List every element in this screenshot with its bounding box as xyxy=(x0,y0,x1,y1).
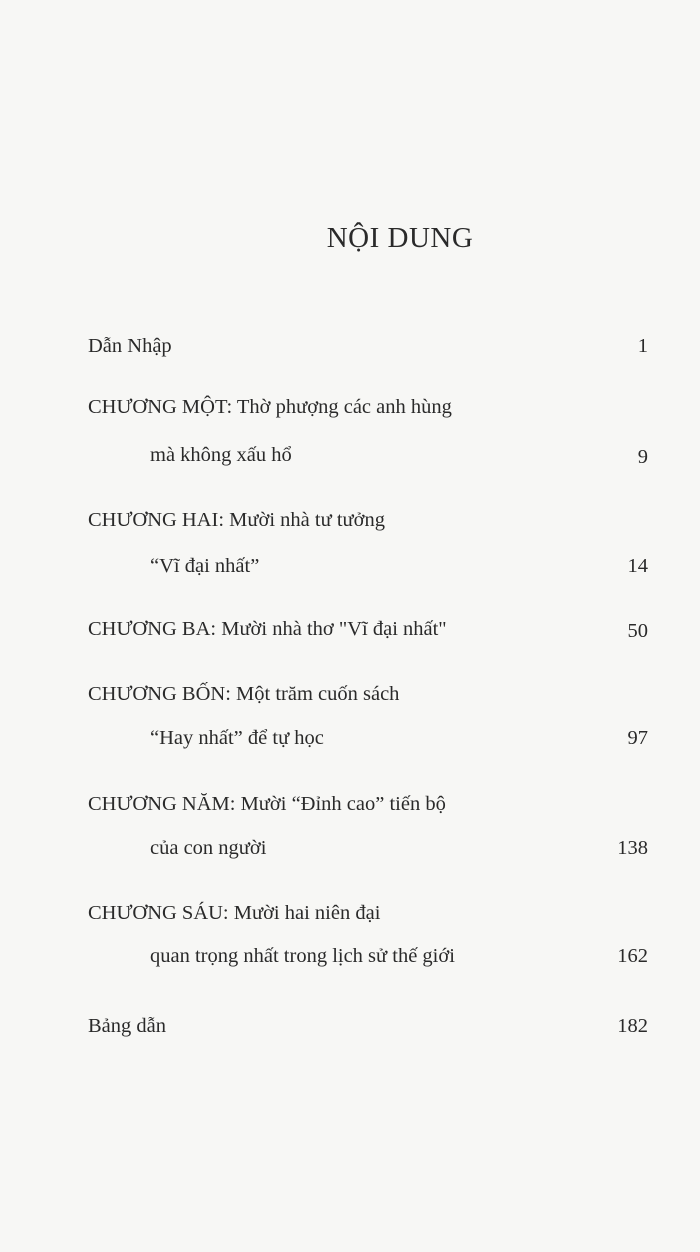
toc-entry-title: Dẫn Nhập xyxy=(88,335,172,357)
toc-entry-title: Bảng dẫn xyxy=(88,1015,166,1037)
toc-page-number: 97 xyxy=(627,727,648,749)
toc-entry-title-continued: “Vĩ đại nhất” xyxy=(150,555,260,577)
toc-page-number: 50 xyxy=(627,620,648,642)
toc-entry-title-continued: “Hay nhất” để tự học xyxy=(150,727,324,749)
toc-entry-title: CHƯƠNG BA: Mười nhà thơ "Vĩ đại nhất" xyxy=(88,618,447,640)
toc-entry-title: CHƯƠNG SÁU: Mười hai niên đại xyxy=(88,902,381,924)
toc-page-number: 14 xyxy=(627,555,648,577)
toc-page-number: 138 xyxy=(617,837,648,859)
toc-entry-title: CHƯƠNG HAI: Mười nhà tư tưởng xyxy=(88,509,385,531)
toc-entry-title: CHƯƠNG BỐN: Một trăm cuốn sách xyxy=(88,683,400,705)
page-title: NỘI DUNG xyxy=(326,222,474,254)
toc-entry-title-continued: quan trọng nhất trong lịch sử thế giới xyxy=(150,945,455,967)
toc-entry-title-continued: của con người xyxy=(150,837,267,859)
toc-page-number: 162 xyxy=(617,945,648,967)
toc-entry-title-continued: mà không xấu hổ xyxy=(150,444,292,466)
toc-entry-title: CHƯƠNG MỘT: Thờ phượng các anh hùng xyxy=(88,396,452,418)
toc-page-number: 182 xyxy=(617,1015,648,1037)
toc-page-number: 1 xyxy=(637,335,648,357)
toc-entry-title: CHƯƠNG NĂM: Mười “Đỉnh cao” tiến bộ xyxy=(88,793,446,815)
toc-page-number: 9 xyxy=(637,446,648,468)
